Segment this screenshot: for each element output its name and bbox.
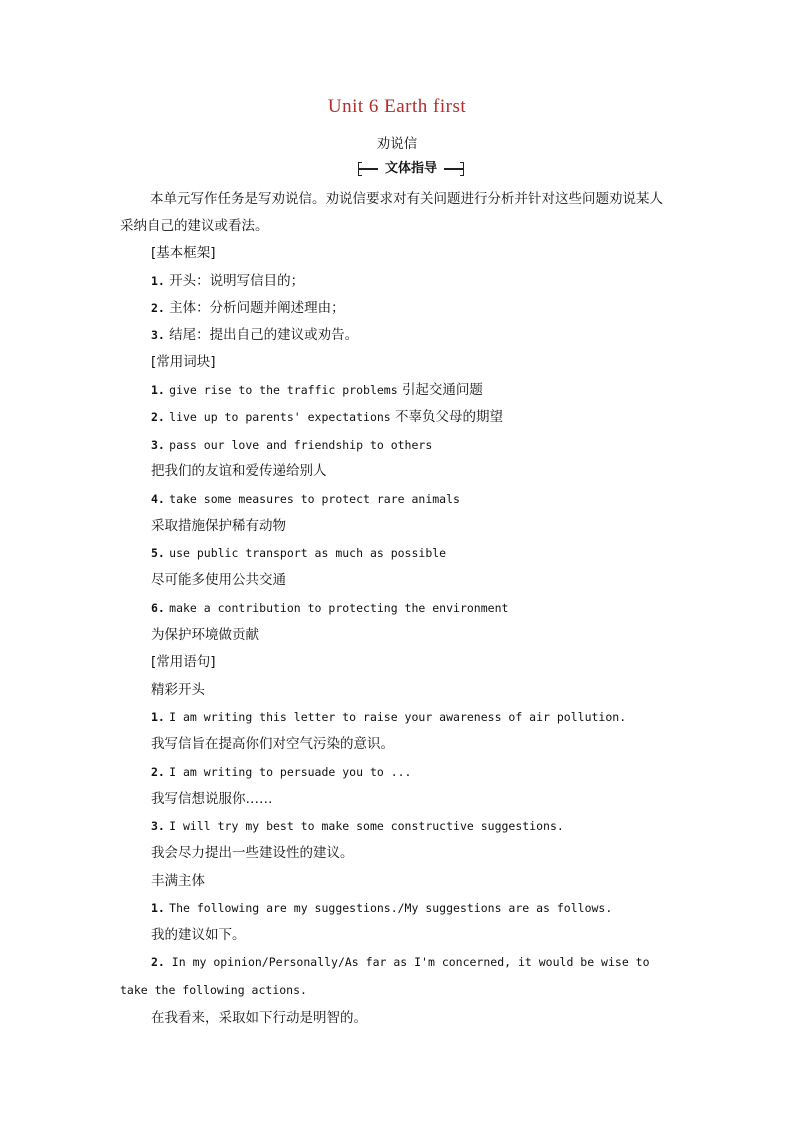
banner-right-cap bbox=[460, 162, 464, 176]
phrase-item: 2. live up to parents' expectations 不辜负父母的期望 bbox=[151, 409, 504, 425]
phrase-translation: 为保护环境做贡献 bbox=[151, 627, 259, 643]
page-title: Unit 6 Earth first bbox=[327, 96, 467, 117]
sentence-translation: 我写信旨在提高你们对空气污染的意识。 bbox=[151, 736, 394, 752]
sentence-translation: 我的建议如下。 bbox=[151, 927, 246, 943]
body-heading: 丰满主体 bbox=[151, 873, 205, 889]
section-banner bbox=[358, 160, 464, 178]
banner-label: 文体指导 bbox=[384, 161, 437, 176]
sentences-heading: [常用语句] bbox=[151, 654, 216, 670]
framework-item: 3. 结尾：提出自己的建议或劝告。 bbox=[151, 327, 359, 343]
framework-item: 2. 主体：分析问题并阐述理由； bbox=[151, 300, 345, 316]
sentence-item: 1. The following are my suggestions./My suggestions are as follows. bbox=[151, 901, 613, 915]
phrase-item: 3. pass our love and friendship to others bbox=[151, 438, 433, 452]
sentence-item: 3. I will try my best to make some constructive suggestions. bbox=[151, 819, 564, 833]
sentence-translation: 在我看来，采取如下行动是明智的。 bbox=[151, 1010, 367, 1026]
banner-left-rule bbox=[358, 168, 378, 170]
phrase-translation: 采取措施保护稀有动物 bbox=[151, 518, 286, 534]
phrase-item: 5. use public transport as much as possible bbox=[151, 546, 447, 560]
phrase-item: 4. take some measures to protect rare animals bbox=[151, 492, 460, 506]
sentence-item: 2. I am writing to persuade you to ... bbox=[151, 765, 412, 779]
sentence-item: 1. I am writing this letter to raise your awareness of air pollution. bbox=[151, 710, 627, 724]
intro-paragraph: 本单元写作任务是写劝说信。劝说信要求对有关问题进行分析并针对这些问题劝说某人采纳自己的建议或看法。 bbox=[120, 191, 663, 234]
phrase-item: 6. make a contribution to protecting the environment bbox=[151, 601, 509, 615]
framework-item: 1. 开头：说明写信目的； bbox=[151, 273, 305, 289]
sentence-translation: 我写信想说服你…… bbox=[151, 791, 273, 807]
phrase-translation: 把我们的友谊和爱传递给别人 bbox=[151, 463, 327, 479]
page-subtitle: 劝说信 bbox=[376, 136, 418, 152]
framework-heading: [基本框架] bbox=[151, 245, 216, 261]
sentence-item-wrapped: 2. In my opinion/Personally/As far as I'm concerned, it would be wise to take the following actions. bbox=[120, 955, 650, 997]
opening-heading: 精彩开头 bbox=[151, 682, 205, 698]
phrase-item: 1. give rise to the traffic problems 引起交通问题 bbox=[151, 382, 483, 398]
phrases-heading: [常用词块] bbox=[151, 354, 216, 370]
sentence-translation: 我会尽力提出一些建设性的建议。 bbox=[151, 845, 354, 861]
phrase-translation: 尽可能多使用公共交通 bbox=[151, 572, 286, 588]
